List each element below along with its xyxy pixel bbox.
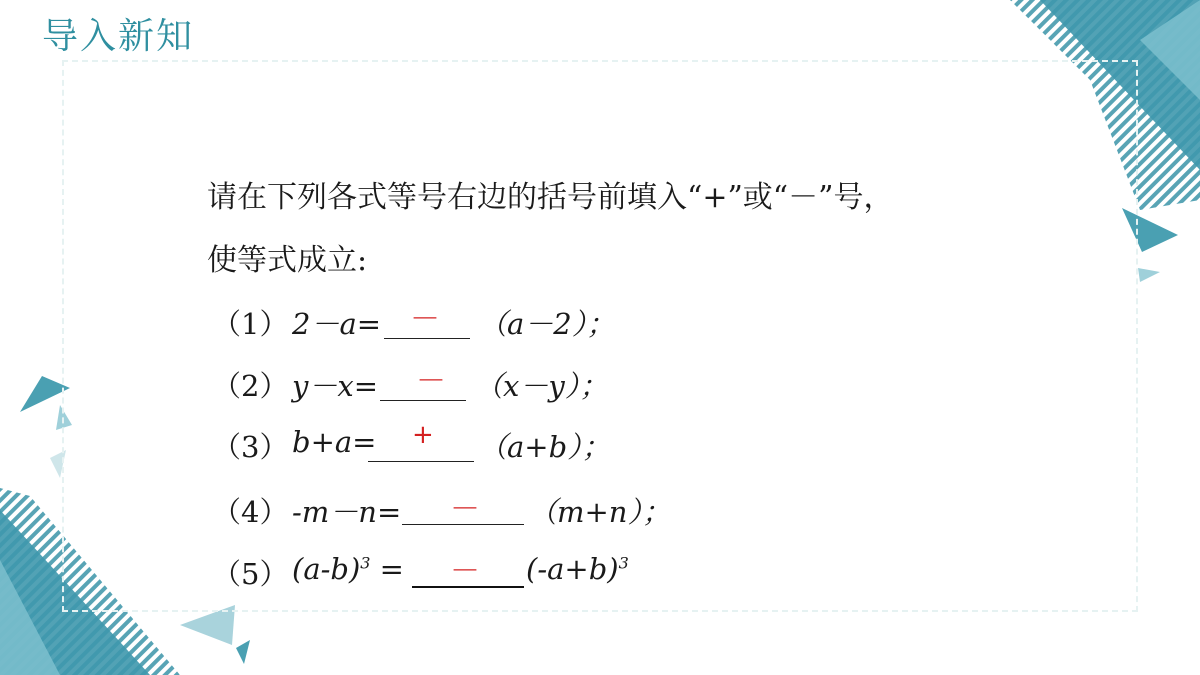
- exercise-right-expression: （m+n）；: [528, 495, 671, 529]
- answer-sign: －: [450, 492, 480, 527]
- answer-sign: －: [450, 554, 480, 589]
- answer-blank: [368, 461, 474, 462]
- exercise-number: （5）: [212, 557, 289, 591]
- instruction-line-2: 使等式成立:: [207, 243, 368, 278]
- exercise-right-expression: $(-a+b)^3$: [526, 552, 629, 586]
- slide-title: 导入新知: [42, 16, 195, 57]
- exercise-right-expression: （a+b）；: [478, 430, 611, 464]
- exercise-left-expression: y－x=: [292, 369, 379, 403]
- exercise-left-expression: 2－a=: [292, 307, 382, 341]
- exercise-number: （4）: [212, 495, 289, 529]
- exercise-left-expression: -m－n=: [292, 495, 402, 529]
- answer-sign: －: [410, 302, 440, 337]
- bottom-triangle-2: [236, 640, 250, 664]
- answer-sign: +: [412, 420, 434, 450]
- exercise-left-expression: $(a-b)^3$ =: [292, 552, 404, 586]
- exercise-number: （3）: [212, 430, 289, 464]
- answer-blank: [384, 338, 470, 339]
- instruction-line-1: 请在下列各式等号右边的括号前填入“+”或“－”号，: [207, 180, 894, 215]
- right-triangle-2: [1138, 268, 1160, 282]
- answer-sign: －: [416, 364, 446, 399]
- exercise-number: （1）: [212, 307, 289, 341]
- exercise-number: （2）: [212, 369, 289, 403]
- exercise-right-expression: （x－y）；: [474, 369, 609, 403]
- answer-blank: [380, 400, 466, 401]
- exercise-left-expression: b+a=: [292, 425, 377, 459]
- exercise-right-expression: （a－2）；: [478, 307, 616, 341]
